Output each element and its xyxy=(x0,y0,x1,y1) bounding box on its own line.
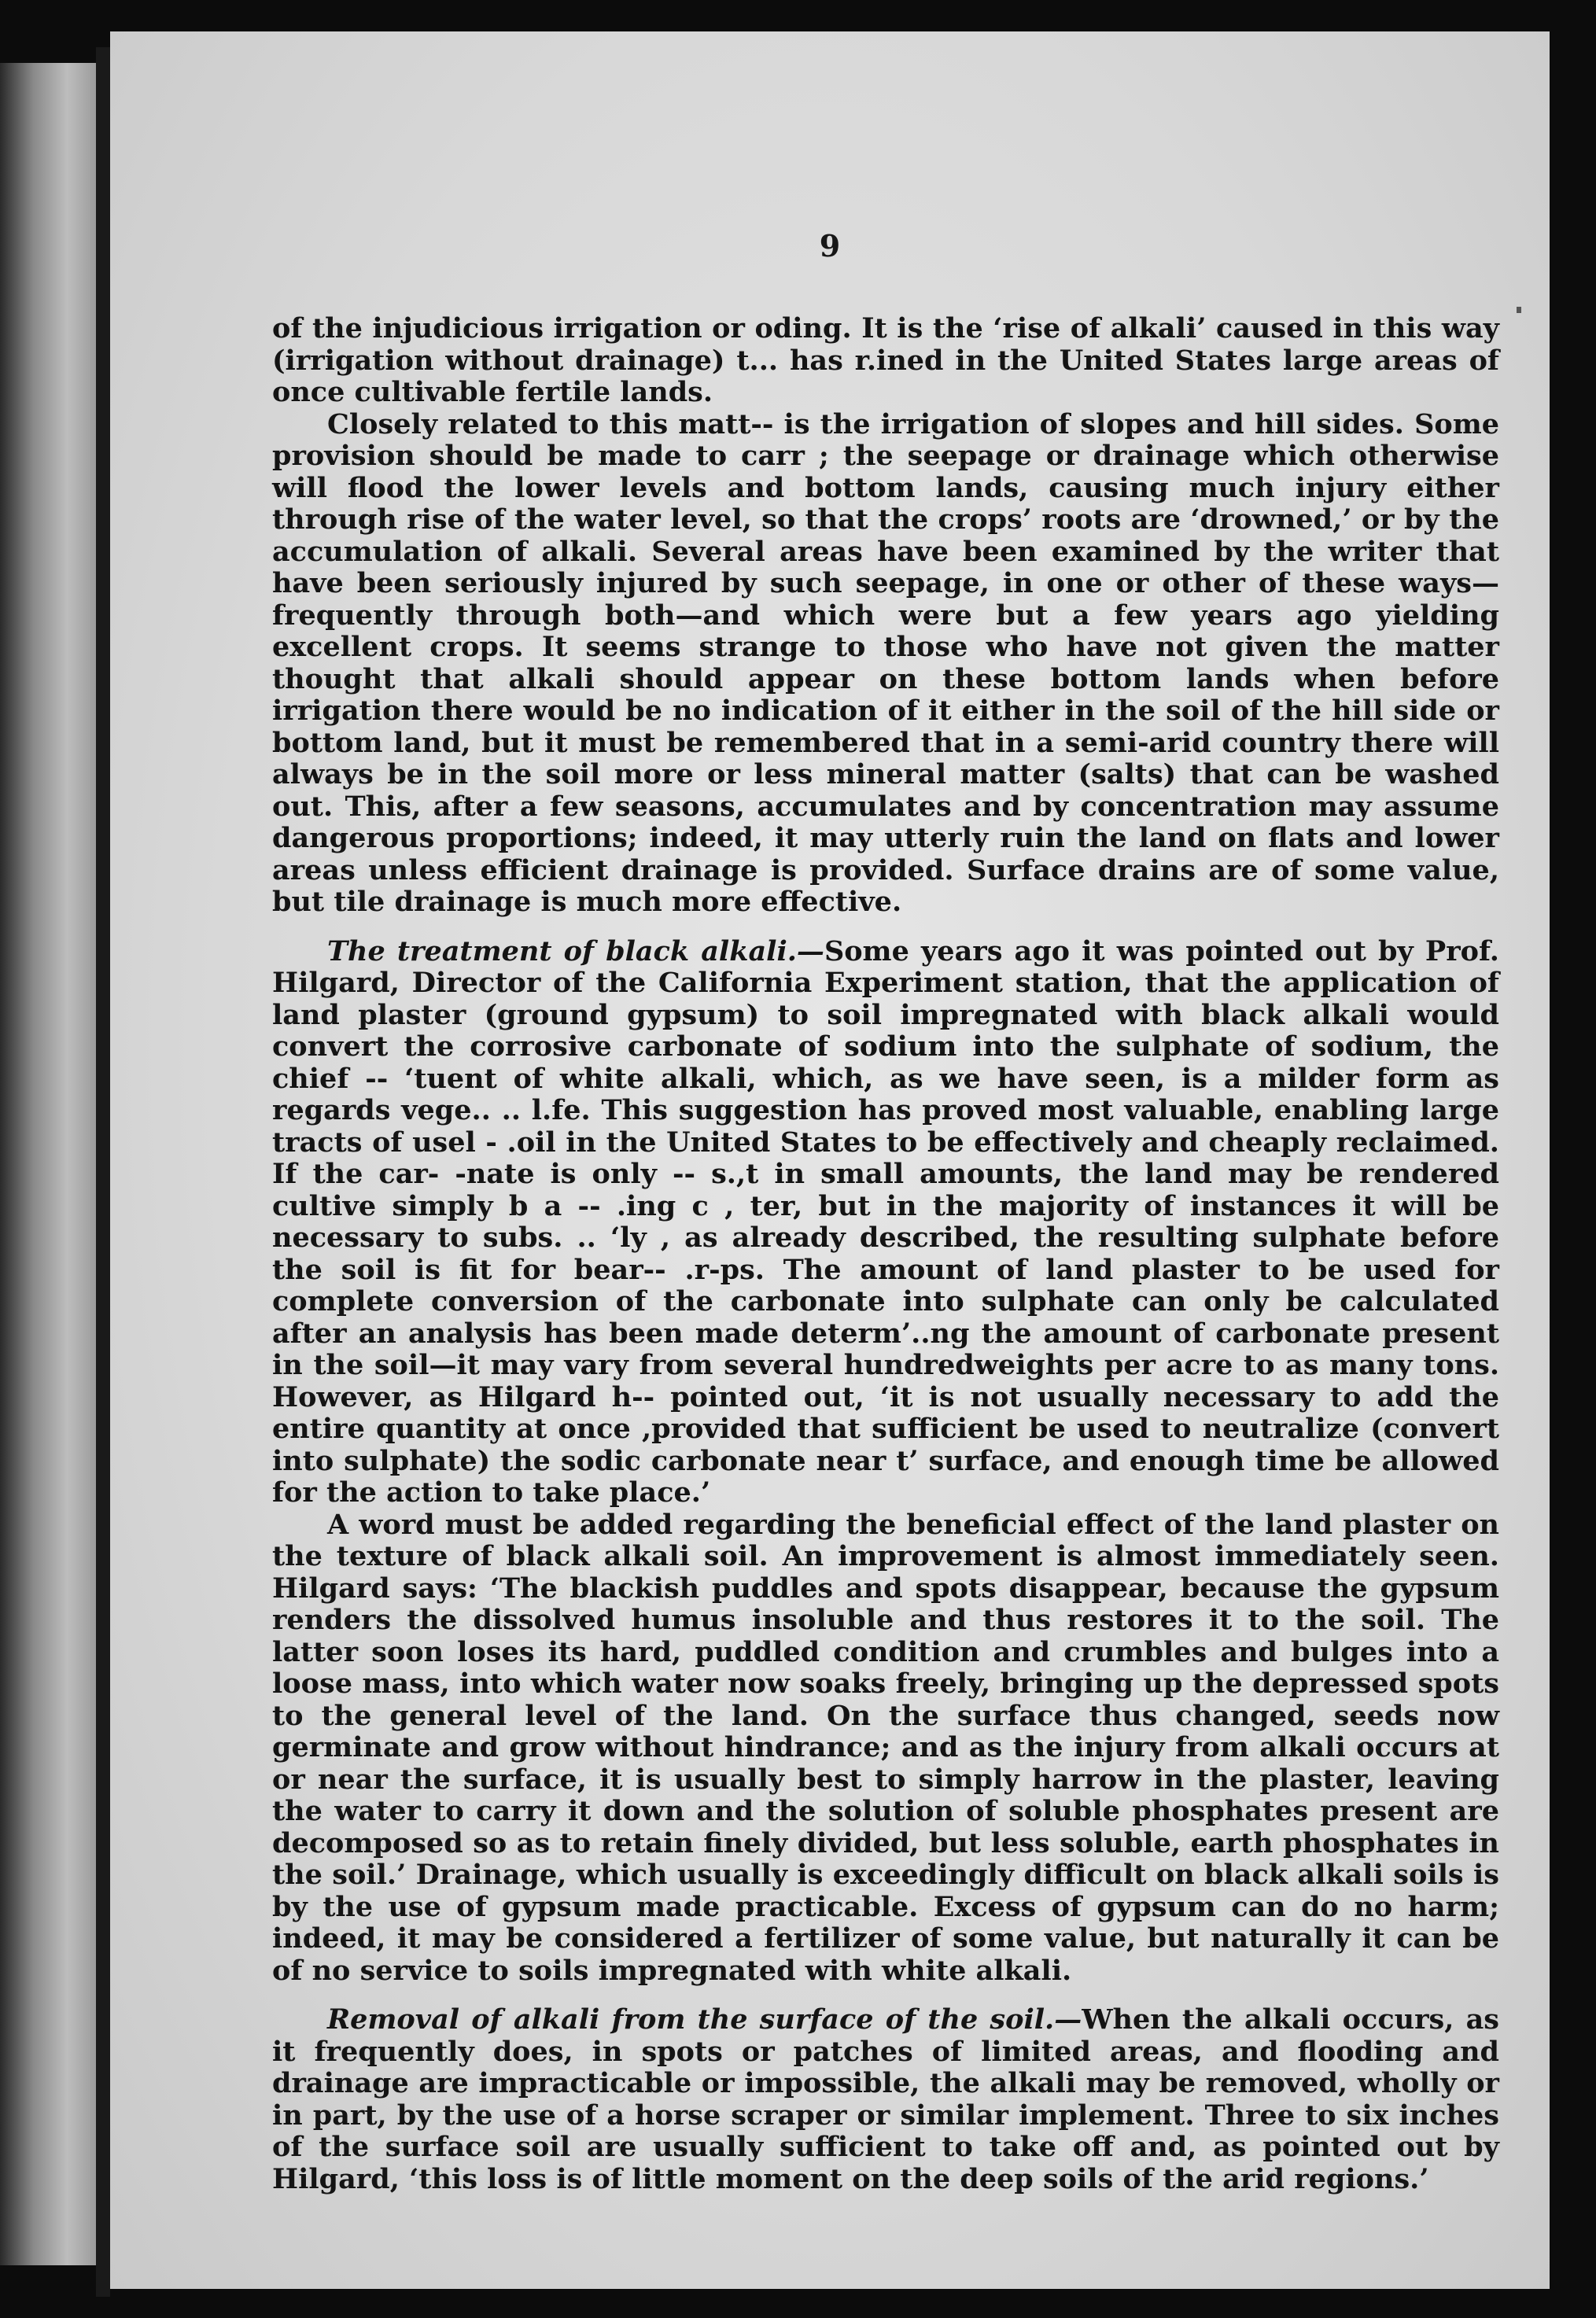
paragraph-3 xyxy=(272,936,1499,1509)
section-heading-black-alkali: The treatment of black alkali.— xyxy=(327,934,824,967)
margin-speck xyxy=(1517,307,1521,313)
scanned-page xyxy=(110,31,1550,2289)
body-text xyxy=(272,313,1499,2195)
book-spine xyxy=(96,47,110,2297)
paragraph-3-text: Some years ago it was pointed out by Prof. Hilgard, Director of the California Experiment station, that the application of land plaster (ground gypsum) to soil impregnated with black alkali would convert the corrosive carbonate of sodium into the sulphate of sodium, the chief -- ‘tuent of white alkali, which, as we have seen, is a milder form as regards vege.. .. l.fe. This suggestion has proved most valuable, enabling large tracts of usel - .oil in the United States to be effectively and cheaply reclaimed. If the car- -nate is only -- s.,t in small amounts, the land may be rendered cultive simply b a -- .ing c , ter, but in the majority of instances it will be necessary to subs. .. ‘ly , as already described, the resulting sulphate before the soil is fit for bear-- .r-ps. The amount of land plaster to be used for complete conversion of the carbonate into sulphate can only be calculated after an analysis has been made determ’..ng the amount of carbonate present in the soil—it may vary from several hundredweights per acre to as many tons. However, as Hilgard h-- pointed out, ‘it is not usually necessary to add the entire quantity at once ,provided that sufficient be used to neutralize (convert into sulphate) the sodic carbonate near t’ surface, and enough time be allowed for the action to take place.’ xyxy=(272,934,1499,1509)
paragraph-5 xyxy=(272,2004,1499,2195)
paragraph-2: Closely related to this matt-- is the irrigation of slopes and hill sides. Some provision should be made to carr ; the seepage or drainage which otherwise will flood the lower levels and bottom lands, causing much injury either through rise of the water level, so that the crops’ roots are ‘drowned,’ or by the accumulation of alkali. Several areas have been examined by the writer that have been seriously injured by such seepage, in one or other of these ways—frequently through both—and which were but a few years ago yielding excellent crops. It seems strange to those who have not given the matter thought that alkali should appear on these bottom lands when before irrigation there would be no indication of it either in the soil of the hill side or bottom land, but it must be remembered that in a semi-arid country there will always be in the soil more or less mineral matter (salts) that can be washed out. This, after a few seasons, accumulates and by concentration may assume dangerous proportions; indeed, it may utterly ruin the land on flats and lower areas unless efficient drainage is provided. Surface drains are of some value, but tile drainage is much more effective. xyxy=(272,407,1499,918)
section-heading-removal: Removal of alkali from the surface of the soil.— xyxy=(327,2003,1082,2036)
paragraph-1: of the injudicious irrigation or oding. It is the ‘rise of alkali’ caused in this way (irrigation without drainage) t... has r.ined in the United States large areas of once cultivable fertile lands. xyxy=(272,312,1499,408)
adjacent-page-edge xyxy=(0,63,96,2265)
paragraph-5-text: When the alkali occurs, as it frequently does, in spots or patches of limited areas, and flooding and drainage are impracticable or impossible, the alkali may be removed, wholly or in part, by the use of a horse scraper or similar implement. Three to six inches of the surface soil are usually sufficient to take off and, as pointed out by Hilgard, ‘this loss is of little moment on the deep soils of the arid regions.’ xyxy=(272,2003,1499,2195)
page-number: 9 xyxy=(819,228,841,263)
paragraph-4: A word must be added regarding the beneficial effect of the land plaster on the texture of black alkali soil. An improvement is almost immediately seen. Hilgard says: ‘The blackish puddles and spots disappear, because the gypsum renders the dissolved humus insoluble and thus restores it to the soil. The latter soon loses its hard, puddled condition and crumbles and bulges into a loose mass, into which water now soaks freely, bringing up the depressed spots to the general level of the land. On the surface thus changed, seeds now germinate and grow without hindrance; and as the injury from alkali occurs at or near the surface, it is usually best to simply harrow in the plaster, leaving the water to carry it down and the solution of soluble phosphates present are decomposed so as to retain finely divided, but less soluble, earth phosphates in the soil.’ Drainage, which usually is exceedingly difficult on black alkali soils is by the use of gypsum made practicable. Excess of gypsum can do no harm; indeed, it may be considered a fertilizer of some value, but naturally it can be of no service to soils impregnated with white alkali. xyxy=(272,1508,1499,1987)
